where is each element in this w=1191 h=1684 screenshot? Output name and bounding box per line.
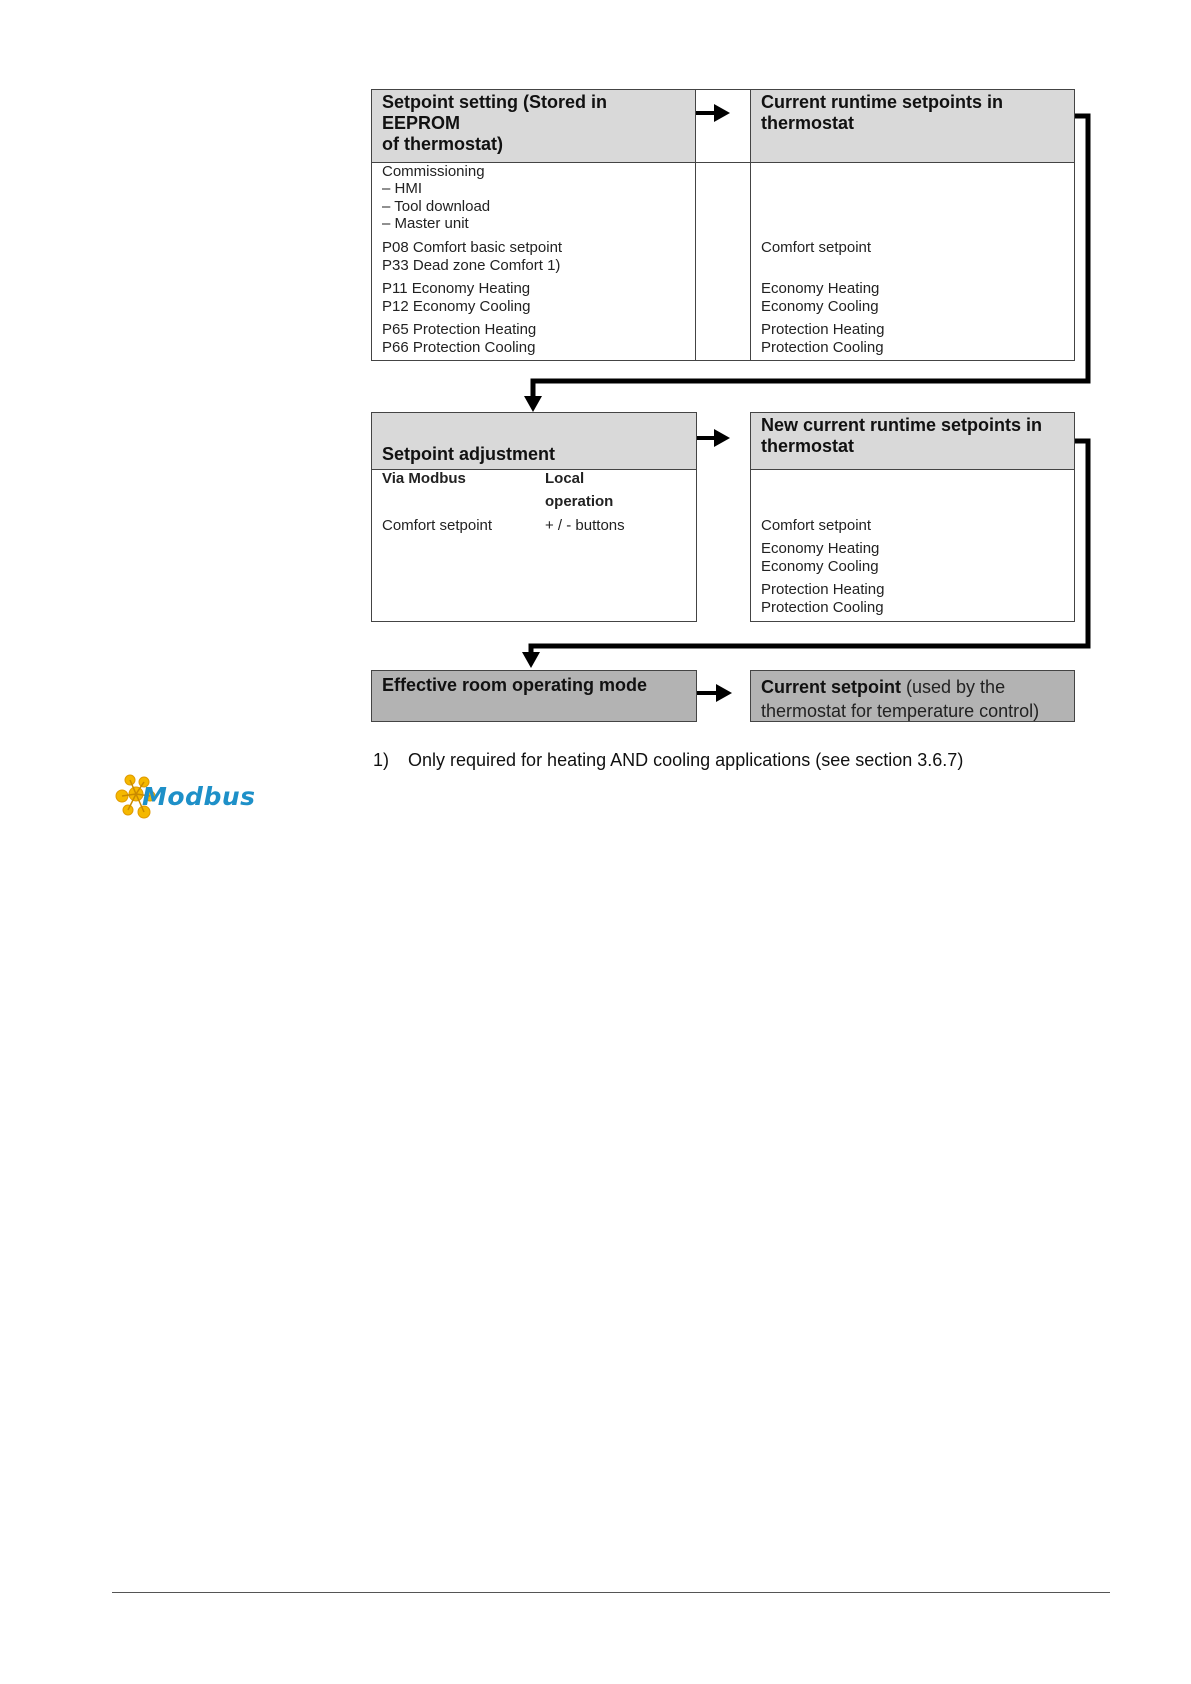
list-item: Protection Cooling — [761, 599, 884, 616]
col-header-via-modbus: Via Modbus — [382, 470, 466, 487]
logo-text: Modbus — [142, 782, 256, 811]
arrow-column — [695, 89, 751, 361]
list-item: Comfort setpoint — [761, 517, 872, 534]
current-runtime-setpoints-box — [750, 89, 1075, 361]
list-item: Protection Cooling — [761, 339, 884, 356]
new-runtime-setpoints-box — [750, 412, 1075, 622]
arrow-right-3 — [692, 684, 732, 702]
title-line2: thermostat for temperature control) — [761, 701, 1040, 721]
setpoint-setting-header — [372, 90, 695, 163]
modbus-logo — [114, 772, 264, 824]
list-item: P08 Comfort basic setpoint — [382, 239, 563, 256]
col-header-local: Local — [545, 470, 585, 487]
title-bold: Current setpoint — [761, 677, 902, 697]
header-line: thermostat — [761, 113, 855, 133]
header-line: of thermostat) — [382, 134, 503, 154]
list-item: Economy Cooling — [761, 558, 879, 575]
footnote-text: Only required for heating AND cooling applications (see section 3.6.7) — [408, 750, 964, 770]
footnote-number: 1) — [373, 750, 390, 770]
list-item: – Master unit — [382, 215, 469, 232]
page-bottom-rule — [112, 1592, 1110, 1593]
header-title: Setpoint adjustment — [382, 444, 556, 464]
box-title: Effective room operating mode — [382, 675, 648, 695]
list-item: – HMI — [382, 180, 423, 197]
current-setpoint-box — [750, 670, 1075, 722]
list-item: Commissioning — [382, 163, 485, 180]
box-title — [761, 675, 1039, 723]
list-item: Comfort setpoint — [382, 517, 493, 534]
title-rest: (used by the — [901, 677, 1006, 697]
list-item: P65 Protection Heating — [382, 321, 537, 338]
new-runtime-header — [751, 413, 1074, 470]
list-item: P33 Dead zone Comfort 1) — [382, 257, 561, 274]
list-item: P12 Economy Cooling — [382, 298, 531, 315]
header-line: Current runtime setpoints in — [761, 92, 1004, 112]
header-line: Setpoint setting (Stored in — [382, 92, 607, 112]
setpoint-adjustment-header — [372, 413, 696, 470]
list-item: Comfort setpoint — [761, 239, 872, 256]
effective-room-operating-mode-box — [371, 670, 697, 722]
list-item: P66 Protection Cooling — [382, 339, 536, 356]
header-line: thermostat — [761, 436, 855, 456]
header-line: EEPROM — [382, 113, 461, 133]
list-item: Economy Heating — [761, 540, 880, 557]
list-item: Economy Cooling — [761, 298, 879, 315]
list-item: Economy Heating — [761, 280, 880, 297]
arrow-right-2 — [692, 429, 730, 447]
current-runtime-header — [751, 90, 1074, 163]
list-item: + / - buttons — [545, 517, 625, 534]
col-header-operation: operation — [545, 493, 614, 510]
setpoint-setting-box — [371, 89, 696, 361]
header-line: New current runtime setpoints in — [761, 415, 1043, 435]
list-item: Protection Heating — [761, 581, 885, 598]
list-item: – Tool download — [382, 198, 491, 215]
list-item: P11 Economy Heating — [382, 280, 531, 297]
setpoint-adjustment-box — [371, 412, 697, 622]
list-item: Protection Heating — [761, 321, 885, 338]
